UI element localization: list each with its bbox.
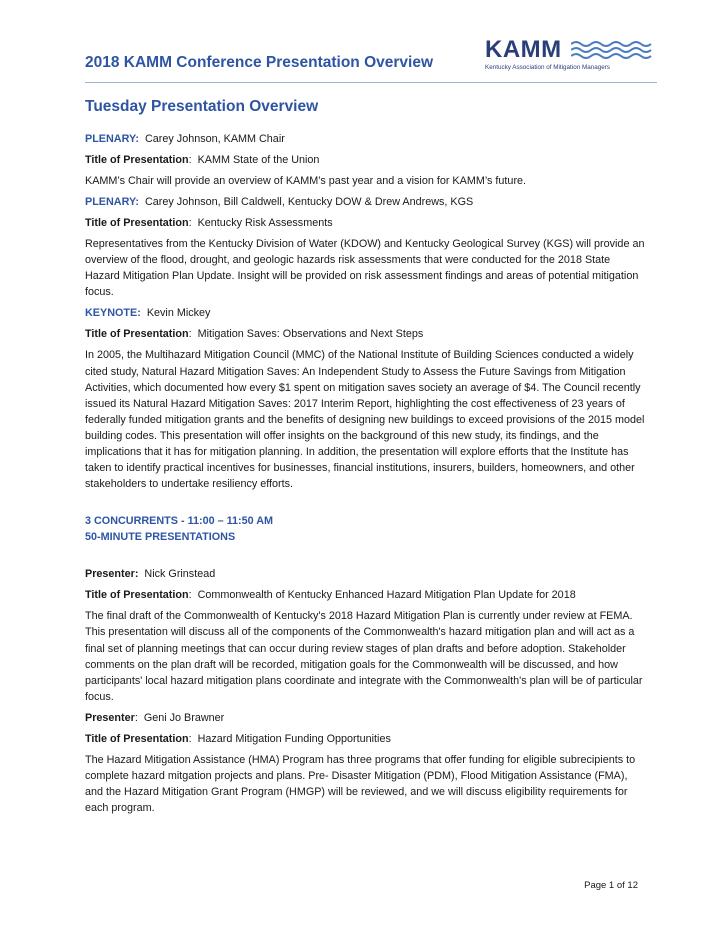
title-label: Title of Presentation bbox=[85, 217, 189, 230]
title-line: Title of Presentation: Hazard Mitigation Funding Opportunities bbox=[85, 732, 391, 745]
session-tag: PLENARY bbox=[85, 196, 136, 209]
title-label: Title of Presentation bbox=[85, 732, 189, 745]
presenter-label: Presenter: bbox=[85, 568, 139, 581]
logo-wordmark: KAMM bbox=[485, 36, 562, 63]
presentation-title: Mitigation Saves: Observations and Next Steps bbox=[197, 328, 424, 341]
waves-icon bbox=[571, 39, 655, 63]
concurrents-heading: 3 CONCURRENTS - 11:00 – 11:50 AM bbox=[85, 515, 274, 528]
speaker-name: Carey Johnson, KAMM Chair bbox=[145, 133, 285, 145]
session-tag: PLENARY bbox=[85, 133, 136, 145]
speaker-line bbox=[85, 194, 645, 210]
title-label: Title of Presentation bbox=[85, 328, 189, 341]
presenter-colon: : bbox=[134, 711, 138, 724]
title-line: Title of Presentation: Mitigation Saves: Observations and Next Steps bbox=[85, 328, 424, 341]
speaker-line bbox=[85, 131, 645, 147]
speaker-name: Nick Grinstead bbox=[144, 568, 216, 581]
concurrents-subheading: 50-MINUTE PRESENTATIONS bbox=[85, 531, 236, 544]
title-label: Title of Presentation bbox=[85, 154, 189, 166]
logo-subtitle: Kentucky Association of Mitigation Managers bbox=[485, 64, 610, 71]
presenter-label: Presenter bbox=[85, 711, 135, 724]
description-paragraph: In 2005, the Multihazard Mitigation Council (MMC) of the National Institute of Building Sciences conducted a widely cited study, Natural Hazard Mitigation Saves: An Independent Study to Assess the Future Savings from Mitigation Activities, which documented how every $1 spent on mitigation saves society an average of $4. The Council recently issued its Natural Hazard Mitigation Saves: 2017 Interim Report, highlighting the cost effectiveness of 23 years of federally funded mitigation grants and the benefits of designing new buildings to exceed provisions of the 2015 model building codes. This presentation will offer insights on the background of this new study, its findings, and the implications that it has for mitigation planning. In addition, the presentation will explore efforts that the Institute has taken to identify practical incentives for businesses, financial institutions, insurers, builders, homeowners, and other stakeholders to undertake resiliency efforts. bbox=[85, 349, 645, 491]
page-number: Page 1 of 12 bbox=[584, 880, 638, 891]
description-paragraph: The final draft of the Commonwealth of Kentucky's 2018 Hazard Mitigation Plan is currently under review at FEMA. This presentation will discuss all of the components of the Commonwealth's hazard mitigation plan and will act as a final set of planning meetings that can occur during review stages of plan drafts and before adoption. Stakeholder comments on the plan draft will be recorded, mitigation goals for the Commonwealth will be discussed, and how participants' local hazard mitigation plans coordinate and integrate with the Commonwealth's plan will be of particular focus. bbox=[85, 610, 643, 703]
page-header bbox=[85, 36, 657, 84]
speaker-line bbox=[85, 305, 645, 321]
speaker-name: Carey Johnson, Bill Caldwell, Kentucky DOW & Drew Andrews, KGS bbox=[145, 196, 474, 209]
tag-colon: : bbox=[135, 133, 139, 145]
presentation-title: Hazard Mitigation Funding Opportunities bbox=[197, 732, 391, 745]
presentation-title: Commonwealth of Kentucky Enhanced Hazard Mitigation Plan Update for 2018 bbox=[197, 589, 576, 602]
speaker-line bbox=[85, 710, 645, 726]
tag-colon: : bbox=[137, 307, 141, 320]
tag-colon: : bbox=[135, 196, 139, 209]
title-line: Title of Presentation: Kentucky Risk Assessments bbox=[85, 217, 333, 230]
presentation-title: Kentucky Risk Assessments bbox=[197, 217, 333, 230]
kamm-logo bbox=[485, 36, 657, 80]
section-title: Tuesday Presentation Overview bbox=[85, 98, 319, 115]
presentation-title: KAMM State of the Union bbox=[197, 154, 320, 166]
header-divider bbox=[85, 82, 657, 83]
speaker-line bbox=[85, 566, 645, 582]
title-line: Title of Presentation: KAMM State of the Union bbox=[85, 154, 320, 166]
description-paragraph: The Hazard Mitigation Assistance (HMA) Program has three programs that offer funding for eligible subrecipients to complete hazard mitgation projects and plans. Pre- Disaster Mitigation (PDM), Flood Mitigation Assistance (FMA), and the Hazard Mitigation Grant Program (HMGP) will be reviewed, and we will discuss eligibility requirements for each program. bbox=[85, 753, 636, 815]
speaker-name: Kevin Mickey bbox=[146, 307, 211, 320]
title-line: Title of Presentation: Commonwealth of Kentucky Enhanced Hazard Mitigation Plan Update for 2018 bbox=[85, 589, 576, 602]
title-label: Title of Presentation bbox=[85, 589, 189, 602]
header-title: 2018 KAMM Conference Presentation Overview bbox=[85, 54, 434, 71]
speaker-name: Geni Jo Brawner bbox=[143, 711, 225, 724]
description-paragraph: Representatives from the Kentucky Division of Water (KDOW) and Kentucky Geological Survey (KGS) will provide an overview of the flood, drought, and geologic hazards risk assessments that were conducted for the 2018 State Hazard Mitigation Plan Update. Insight will be provided on risk assessment findings and areas of potential mitigation focus. bbox=[85, 238, 645, 299]
main-content bbox=[85, 98, 645, 821]
description-paragraph: KAMM’s Chair will provide an overview of KAMM’s past year and a vision for KAMM’s future. bbox=[85, 175, 527, 187]
session-tag: KEYNOTE bbox=[85, 307, 138, 320]
